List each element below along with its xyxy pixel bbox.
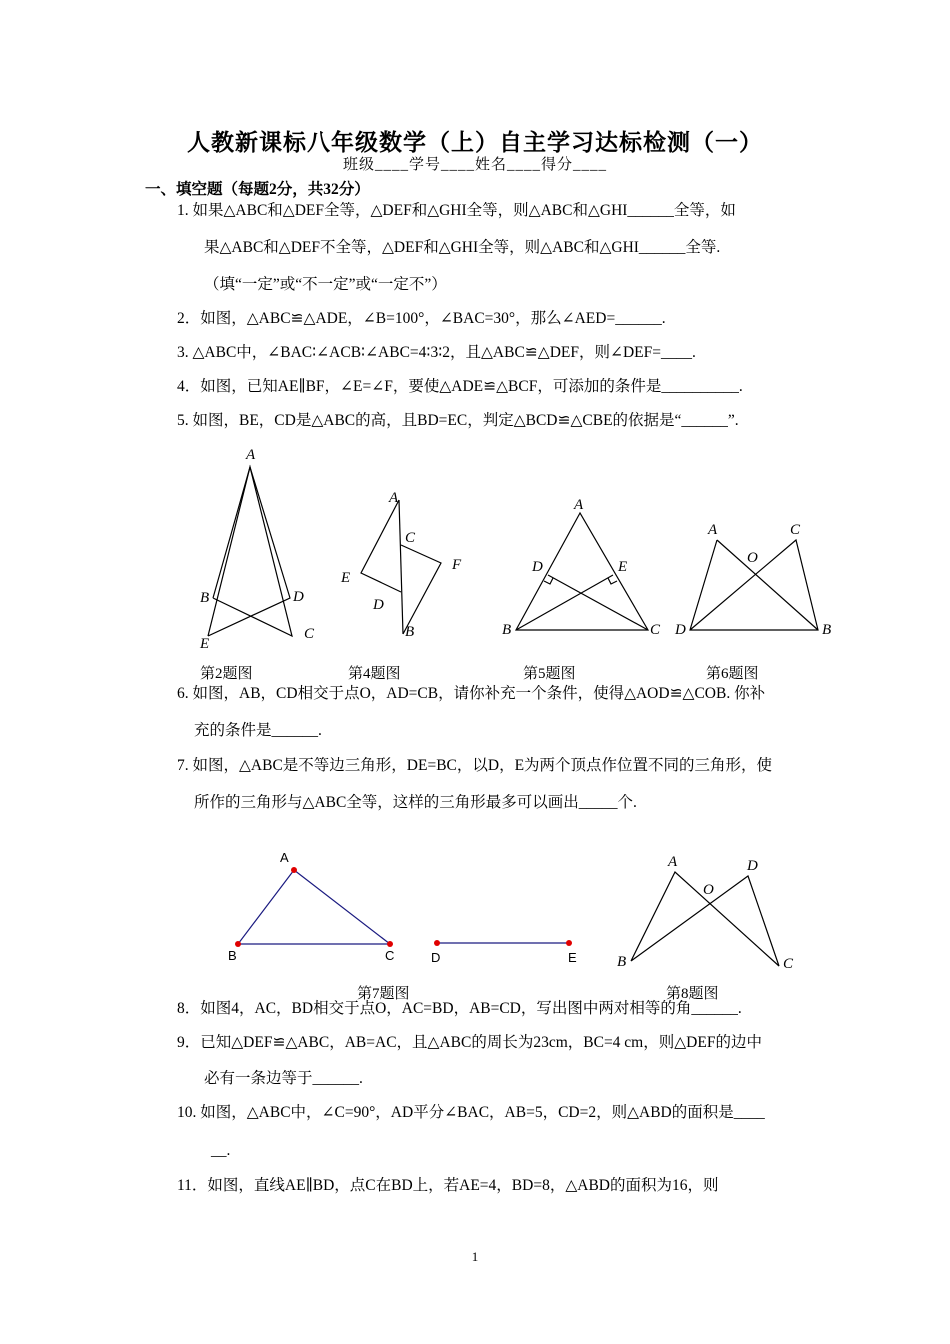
student-info-line: 班级____学号____姓名____得分____ [342,157,607,173]
fig6-label: A [708,522,718,538]
caption-fig-2: 第2题图 [200,666,253,682]
fig6-label: C [790,522,801,538]
question-1-line-2: 果△ABC和△DEF不全等，△DEF和△GHI全等，则△ABC和△GHI______全等. [204,239,721,256]
fig7-label: B [228,948,237,963]
fig5-label: E [618,559,628,575]
question-7-line-1: 7. 如图，△ABC是不等边三角形，DE=BC，以D，E为两个顶点作位置不同的三角形，使 [177,757,773,774]
fig5-label: C [650,622,661,638]
figure-q7 [235,867,572,947]
fig8-label: B [617,954,627,970]
fig4-label: D [373,597,384,613]
fig4-label: E [341,570,351,586]
fig7-label: A [280,850,289,865]
fig2-label: D [293,589,304,605]
page-number: 1 [471,1249,479,1264]
fig7-label: D [431,950,441,965]
question-4: 4．如图，已知AE∥BF，∠E=∠F，要使△ADE≌△BCF，可添加的条件是__________. [177,378,743,395]
caption-fig-5: 第5题图 [523,666,576,682]
page-title: 人教新课标八年级数学（上）自主学习达标检测（一） [187,130,763,155]
fig5-label: B [502,622,512,638]
fig6-label: O [747,550,758,566]
fig8-label: A [668,854,678,870]
figure-q4 [361,500,441,634]
question-1-hint: （填“一定”或“不一定”或“一定不”） [204,276,447,293]
question-9-line-2: 必有一条边等于______. [204,1070,363,1087]
question-6-line-1: 6. 如图，AB，CD相交于点O，AD=CB，请你补充一个条件，使得△AOD≌△COB. 你补 [177,685,766,702]
question-8: 8．如图4，AC，BD相交于点O，AC=BD，AB=CD，写出图中两对相等的角______. [177,1000,742,1017]
question-3: 3. △ABC中，∠BAC∶∠ACB∶∠ABC=4∶3∶2，且△ABC≌△DEF，则∠DEF=____. [177,344,696,361]
fig2-label: C [304,626,315,642]
fig6-label: B [822,622,832,638]
fig8-label: O [703,882,714,898]
question-2: 2．如图，△ABC≌△ADE，∠B=100°，∠BAC=30°，那么∠AED=______. [177,310,666,327]
fig4-label: B [405,624,415,640]
question-5: 5. 如图，BE，CD是△ABC的高，且BD=EC，判定△BCD≌△CBE的依据是“______”. [177,412,739,429]
fig4-label: F [452,557,462,573]
figure-q2 [208,467,292,636]
fig7-label: E [568,950,577,965]
question-9-line-1: 9．已知△DEF≌△ABC，AB=AC，且△ABC的周长为23cm，BC=4 cm，则△DEF的边中 [177,1034,762,1051]
caption-fig-8: 第8题图 [666,986,719,1002]
fig2-label: E [200,636,210,652]
question-6-line-2: 充的条件是______. [194,722,322,739]
fig8-label: C [783,956,794,972]
fig7-label: C [385,948,395,963]
fig4-label: A [389,490,399,506]
question-7-line-2: 所作的三角形与△ABC全等，这样的三角形最多可以画出_____个. [194,794,637,811]
fig4-label: C [405,530,416,546]
question-11-line-1: 11．如图，直线AE∥BD，点C在BD上，若AE=4，BD=8，△ABD的面积为16，则 [177,1177,719,1194]
question-1-line-1: 1. 如果△ABC和△DEF全等，△DEF和△GHI全等，则△ABC和△GHI______全等，如 [177,202,736,219]
caption-fig-6: 第6题图 [706,666,759,682]
fig5-label: D [532,559,543,575]
question-10-line-2: __. [211,1142,231,1159]
question-10-line-1: 10. 如图，△ABC中，∠C=90°，AD平分∠BAC，AB=5，CD=2，则△ABD的面积是____ [177,1104,765,1121]
caption-fig-4: 第4题图 [348,666,401,682]
fig8-label: D [747,858,758,874]
fig6-label: D [675,622,686,638]
fig2-label: A [246,447,256,463]
fig2-label: B [200,590,210,606]
fig5-label: A [574,497,584,513]
caption-fig-7: 第7题图 [357,986,410,1002]
section-heading: 一、填空题（每题2分，共32分） [145,181,370,198]
